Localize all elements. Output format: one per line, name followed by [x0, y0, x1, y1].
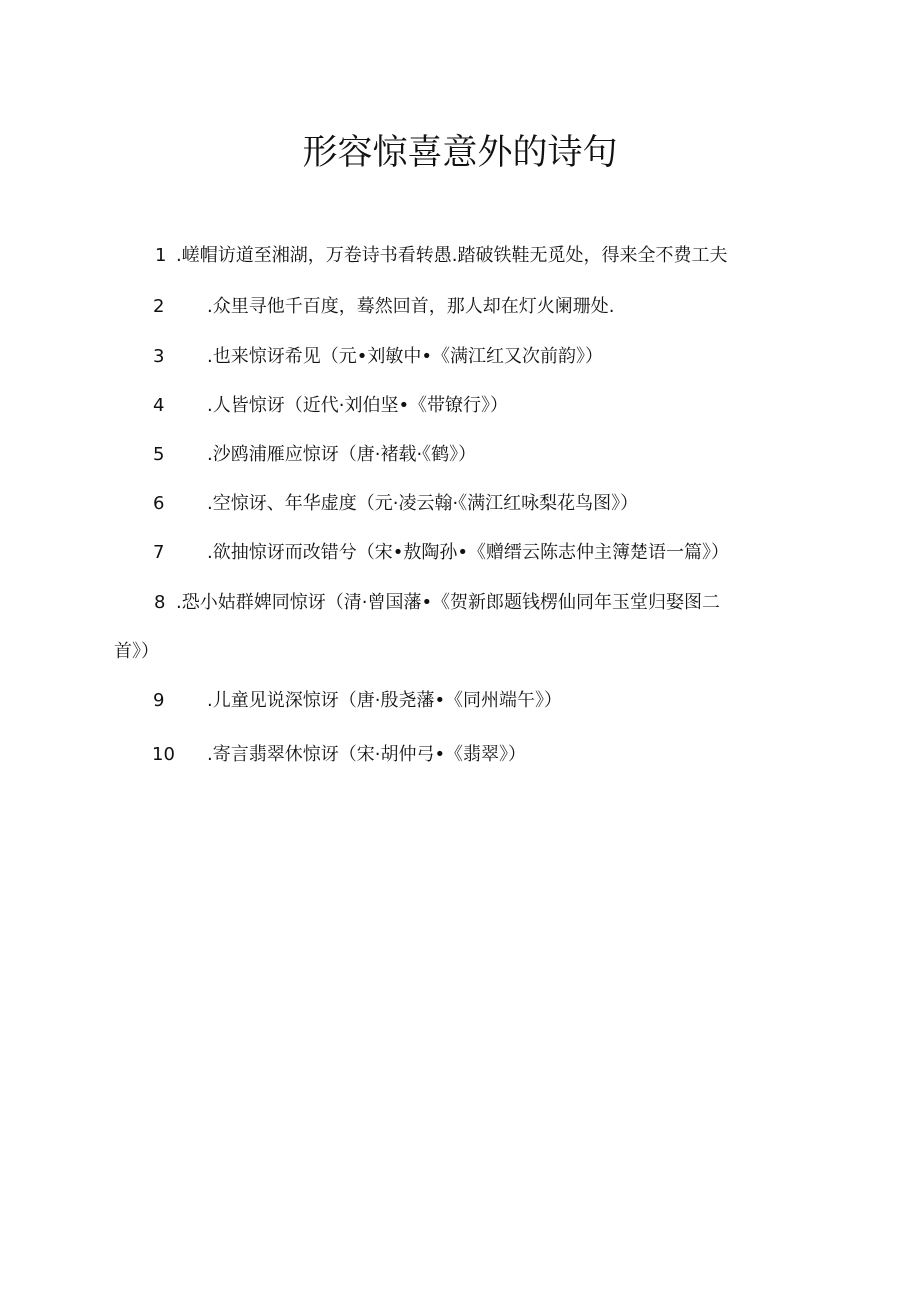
page-title: 形容惊喜意外的诗句: [302, 133, 618, 173]
item-text: .沙鸥浦雁应惊讶（唐·褚载·《鹤》）: [207, 444, 477, 465]
item-text: .也来惊讶希见（元•刘敏中•《满江红又次前韵》）: [207, 346, 603, 367]
item-text: .欲抽惊讶而改错兮（宋•敖陶孙•《赠缙云陈志仲主簿楚语一篇》）: [207, 542, 729, 563]
item-number: 2: [153, 296, 165, 317]
item-text: .空惊讶、年华虚度（元·凌云翰·《满江红咏梨花鸟图》）: [207, 493, 639, 514]
item-text: .恐小姑群婢同惊讶（清·曾国藩•《贺新郎题钱楞仙同年玉堂归娶图二: [176, 592, 721, 613]
item-number: 4: [153, 395, 165, 416]
item-number: 7: [153, 542, 165, 563]
item-number: 3: [153, 346, 165, 367]
item-continuation: 首》）: [114, 641, 159, 662]
item-number: 5: [153, 444, 165, 465]
item-text: .众里寻他千百度，蓦然回首，那人却在灯火阑珊处.: [207, 296, 615, 317]
item-number: 6: [153, 493, 165, 514]
item-text: .嵯帽访道至湘湖，万卷诗书看转愚.踏破铁鞋无觅处，得来全不费工夫: [176, 245, 728, 266]
item-number: 10: [152, 744, 175, 765]
item-number: 1: [155, 245, 167, 266]
item-text: .寄言翡翠休惊讶（宋·胡仲弓•《翡翠》）: [207, 744, 527, 765]
item-number: 8: [154, 592, 166, 613]
item-text: .人皆惊讶（近代·刘伯坚•《带镣行》）: [207, 395, 509, 416]
item-text: .儿童见说深惊讶（唐·殷尧藩•《同州端午》）: [207, 690, 563, 711]
item-number: 9: [153, 690, 165, 711]
